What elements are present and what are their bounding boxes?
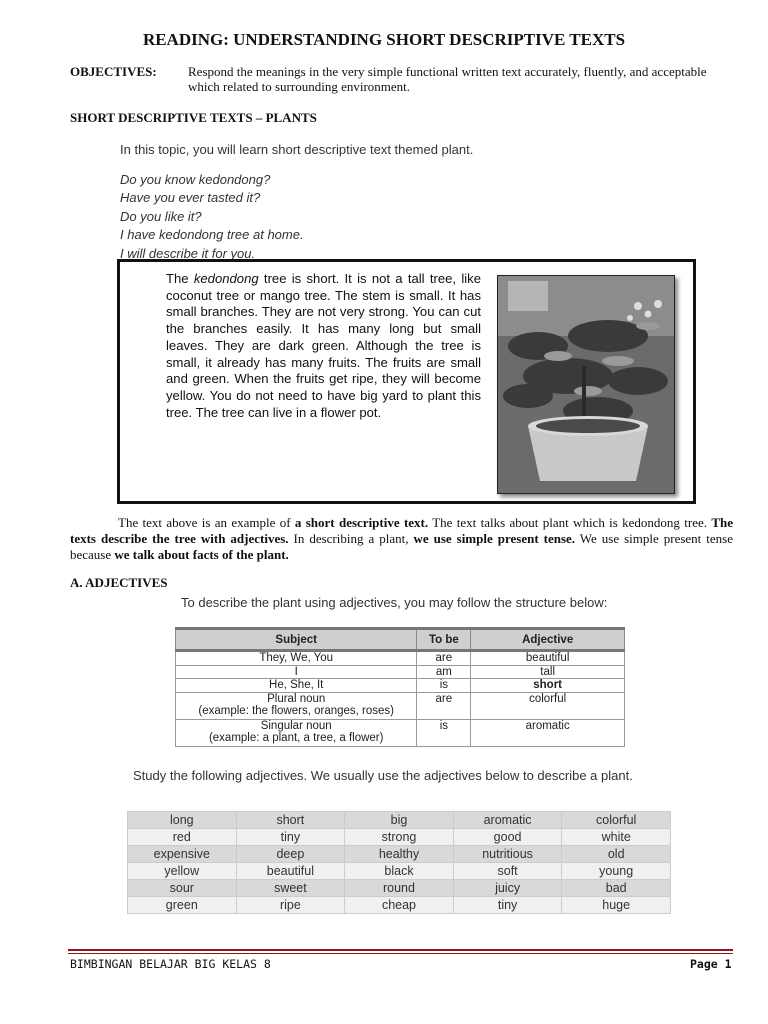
objectives-text: Respond the meanings in the very simple functional written text accurately, fluently, and acceptable which related to surrounding environment.	[188, 64, 707, 94]
header-subject: Subject	[176, 629, 417, 651]
table-row: sour sweet round juicy bad	[128, 880, 671, 897]
page-number: Page 1	[690, 957, 732, 971]
structure-intro: To describe the plant using adjectives, you may follow the structure below:	[181, 595, 608, 610]
table-row: long short big aromatic colorful	[128, 812, 671, 829]
plant-name: kedondong	[193, 271, 259, 286]
table-row: He, She, It is short	[176, 679, 625, 693]
explanation-paragraph: The text above is an example of a short descriptive text. The text talks about plant which is kedondong tree. The texts describe the tree with adjectives. In describing a plant, we use simple present tense. We use simple present tense because we talk about facts of the plant.	[70, 515, 734, 562]
adjectives-table	[127, 811, 671, 914]
table-row: red tiny strong good white	[128, 829, 671, 846]
question-line: Have you ever tasted it?	[120, 190, 261, 206]
section-heading-adjectives: A. ADJECTIVES	[70, 575, 168, 590]
question-line: Do you like it?	[120, 208, 202, 224]
table-row: yellow beautiful black soft young	[128, 863, 671, 880]
study-intro: Study the following adjectives. We usually use the adjectives below to describe a plant.	[133, 768, 633, 783]
page-title: READING: UNDERSTANDING SHORT DESCRIPTIVE TEXTS	[142, 30, 626, 49]
table-row: Plural noun (example: the flowers, oranges, roses) are colorful	[176, 692, 625, 719]
header-to-be: To be	[417, 629, 471, 651]
description-text: The kedondong tree is short. It is not a tall tree, like coconut tree or mango tree. The stem is small. It has small branches. They are not very strong. You can cut the branches easily. It has many long but small leaves. They are dark green. Although the tree is small, it already has many fruits. The fruits are small and green. When the fruits get ripe, they will become yellow. You do not need to have big yard to plant this tree. The tree can live in a flower pot.	[166, 271, 481, 420]
table-row: green ripe cheap tiny huge	[128, 897, 671, 914]
kedondong-tree-photo	[497, 275, 675, 494]
table-row: expensive deep healthy nutritious old	[128, 846, 671, 863]
footer-title: BIMBINGAN BELAJAR BIG KELAS 8	[70, 957, 271, 971]
table-row: They, We, You are beautiful	[176, 651, 625, 666]
footer-divider	[68, 949, 733, 951]
question-line: I have kedondong tree at home.	[120, 227, 304, 243]
header-adjective: Adjective	[471, 629, 625, 651]
section-heading-plants: SHORT DESCRIPTIVE TEXTS – PLANTS	[70, 110, 317, 125]
footer-divider-thin	[68, 953, 733, 954]
question-line: Do you know kedondong?	[120, 172, 271, 187]
question-line: I will describe it for you.	[120, 245, 256, 261]
table-header-row	[176, 629, 625, 651]
table-row: I am tall	[176, 665, 625, 679]
objectives-label: OBJECTIVES:	[70, 64, 157, 79]
structure-table	[175, 627, 625, 747]
intro-text: In this topic, you will learn short descriptive text themed plant.	[120, 142, 474, 157]
plant-pot-image	[498, 276, 674, 493]
question-list	[120, 171, 304, 263]
table-row: Singular noun (example: a plant, a tree, a flower) is aromatic	[176, 719, 625, 746]
